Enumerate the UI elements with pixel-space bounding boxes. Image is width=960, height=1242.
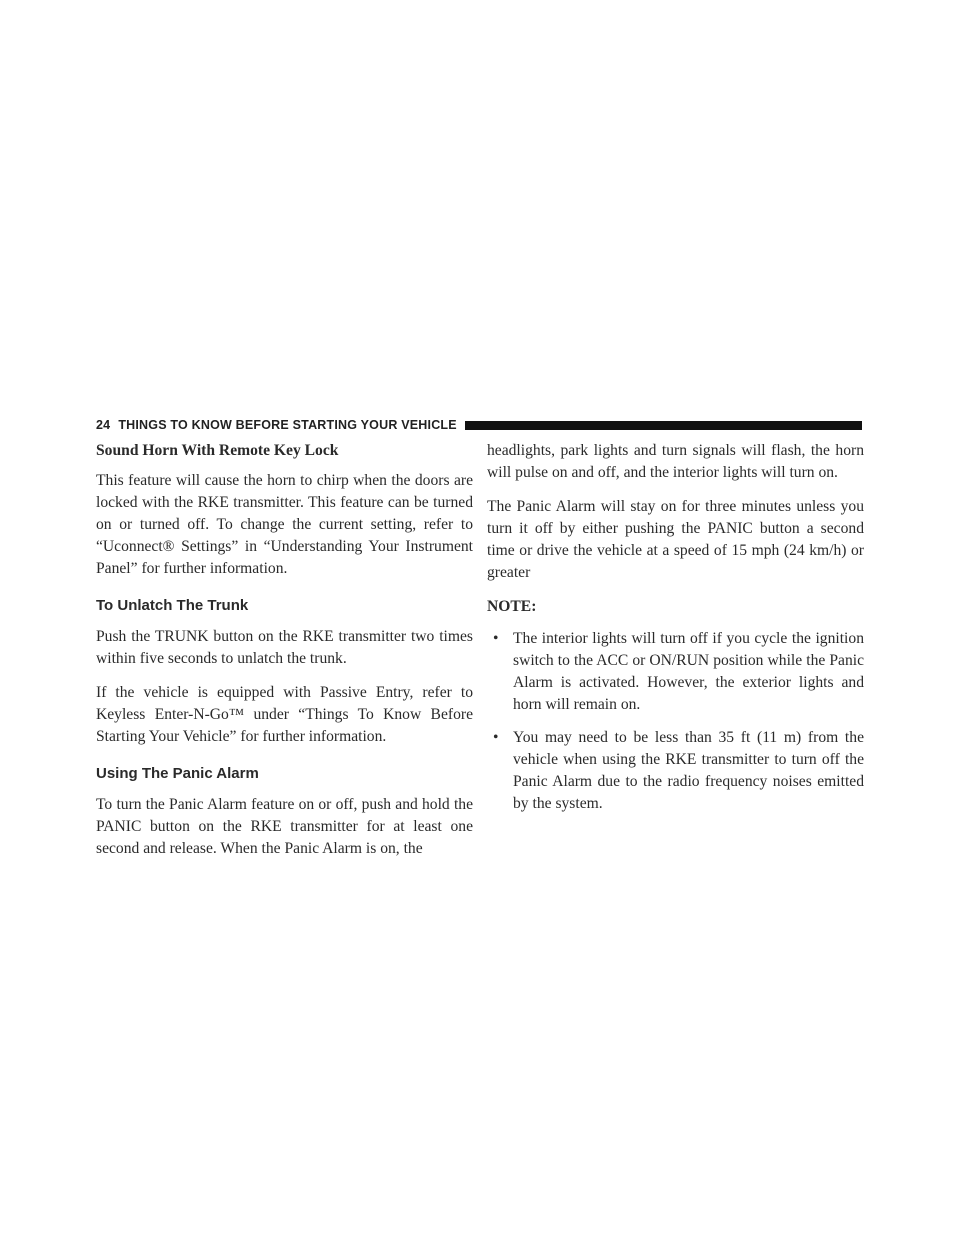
chapter-title: THINGS TO KNOW BEFORE STARTING YOUR VEHICLE <box>118 418 457 432</box>
header-rule <box>465 421 862 430</box>
panic-alarm-heading: Using The Panic Alarm <box>96 765 259 782</box>
right-column <box>487 440 864 826</box>
bullet-icon: • <box>493 630 499 647</box>
note-list <box>487 628 864 815</box>
sound-horn-paragraph: This feature will cause the horn to chirp when the doors are locked with the RKE transmitter. This feature can be turned on or turned off. To change the current setting, refer to “Uconnect® Settings” in “Understanding Your Instrument Panel” for further information. <box>96 472 473 577</box>
unlatch-trunk-paragraph-2: If the vehicle is equipped with Passive Entry, refer to Keyless Enter-N-Go™ under “Things To Know Before Starting Your Vehicle” for further information. <box>96 684 473 745</box>
note-item <box>487 628 864 716</box>
sound-horn-heading: Sound Horn With Remote Key Lock <box>96 442 339 459</box>
panic-alarm-paragraph-continued: headlights, park lights and turn signals will flash, the horn will pulse on and off, and the interior lights will turn on. <box>487 442 864 481</box>
note-item-text: The interior lights will turn off if you cycle the ignition switch to the ACC or ON/RUN position while the Panic Alarm is activated. However, the exterior lights and horn will remain on. <box>513 630 864 713</box>
bullet-icon: • <box>493 729 499 746</box>
note-label: NOTE: <box>487 598 537 615</box>
page-number: 24 <box>96 418 111 432</box>
page-header <box>96 416 862 434</box>
left-column <box>96 440 473 872</box>
panic-alarm-paragraph-2: The Panic Alarm will stay on for three minutes unless you turn it off by either pushing the PANIC button a second time or drive the vehicle at a speed of 15 mph (24 km/h) or greater <box>487 498 864 581</box>
unlatch-trunk-heading: To Unlatch The Trunk <box>96 597 249 614</box>
note-item <box>487 727 864 815</box>
panic-alarm-paragraph-start: To turn the Panic Alarm feature on or off, push and hold the PANIC button on the RKE transmitter for at least one second and release. When the Panic Alarm is on, the <box>96 796 473 857</box>
note-item-text: You may need to be less than 35 ft (11 m) from the vehicle when using the RKE transmitter to turn off the Panic Alarm due to the radio frequency noises emitted by the system. <box>513 729 864 812</box>
unlatch-trunk-paragraph-1: Push the TRUNK button on the RKE transmitter two times within five seconds to unlatch the trunk. <box>96 628 473 667</box>
